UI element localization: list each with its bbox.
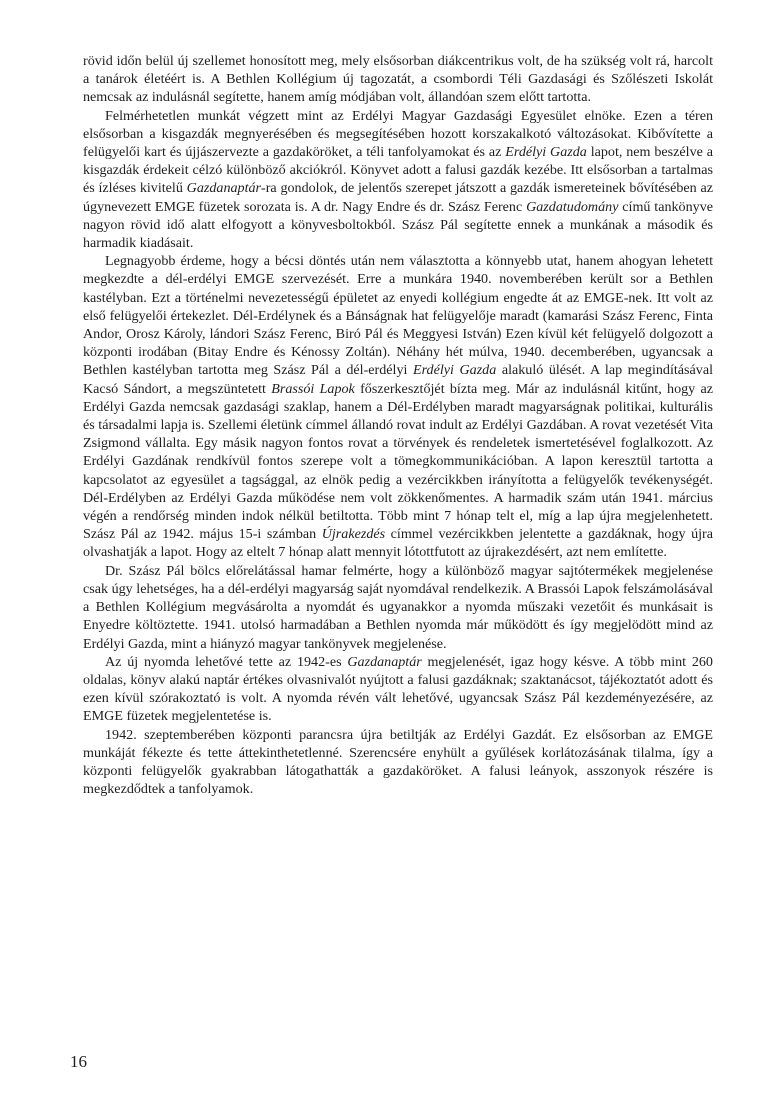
text-run: alakuló ülését. A lap megindításával Kacsó Sándort, a megszüntetett (83, 362, 713, 397)
italic-title: Brassói Lapok (271, 380, 355, 397)
paragraph (83, 252, 713, 561)
text-run: rövid időn belül új szellemet honosított meg, mely elsősorban diákcentrikus volt, de ha szükség volt rá, harcolt a tanárok életéért is. A Bethlen Kollégium új tagozatát, a csombordi Téli Gazdasági és Szőlészeti Iskolát nemcsak az indulásnál segítette, hanem amíg módjában volt, állandóan szem előtt tartotta. (83, 53, 713, 106)
italic-title: Erdélyi Gazda (505, 144, 587, 161)
page-body (83, 52, 713, 798)
paragraph (83, 726, 713, 799)
text-run: -ra gondolok, de jelentős szerepet játszott a gazdák ismereteinek bővítésében az úgynevezett EMGE füzetek sorozata is. A dr. Nagy Endre és dr. Szász Ferenc (83, 180, 713, 215)
paragraph (83, 52, 713, 107)
text-run: Az új nyomda lehetővé tette az 1942-es (105, 653, 348, 670)
text-run: Legnagyobb érdeme, hogy a bécsi döntés után nem választotta a könnyebb utat, hanem ahogyan lehetett megkezdte a dél-erdélyi EMGE szervezését. Erre a munkára 1940. novemberében került sor a Bethlen kastélyban. Ezt a történelmi nevezetességű épületet az enyedi kollégium engedte át az EMGE-nek. Itt volt az első felügyelői értekezlet. Dél-Erdélynek és a Bánságnak hat felügyelője maradt (kamarási Szász Ferenc, Finta Andor, Orosz Károly, lándori Szász Ferenc, Biró Pál és Meggyesi István) Ezen kívül két felügyelő dolgozott a központi irodában (Bitay Endre és Kénossy Zoltán). Néhány hét múlva, 1940. decemberében, ugyancsak a Bethlen kastélyban tartotta meg Szász Pál a dél-erdélyi (83, 253, 713, 379)
text-run: 1942. szeptemberében központi parancsra újra betiltják az Erdélyi Gazdát. Ez elsősorban az EMGE munkáját fékezte és tette áttekinthetetlenné. Szerencsére enyhült a gyűlések korlátozásának tilalma, így a központi felügyelők gyakrabban látogathatták a gazdaköröket. A falusi leányok, asszonyok részére is megkezdődtek a tanfolyamok. (83, 726, 713, 798)
text-run: Felmérhetetlen munkát végzett mint az Erdélyi Magyar Gazdasági Egyesület elnöke. Ezen a téren elsősorban a kisgazdák megnyerésében és megsegítésében hozott korszakalkotó változásokat. Kibővítette a felügyelői kart és újjászervezte a gazdaköröket, a téli tanfolyamokat és az (83, 107, 713, 161)
text-run: című tankönyve nagyon rövid idő alatt elfogyott a könyvesboltokból. Szász Pál segítette ennek a munkának a második és harmadik kiadásait. (83, 198, 713, 252)
paragraph (83, 562, 713, 653)
page-number: 16 (70, 1052, 87, 1071)
italic-title: Újrakezdés (321, 526, 386, 543)
text-run: címmel vezércikkben jelentette a gazdáknak, hogy újra olvashatják a lapot. Hogy az eltelt 7 hónap alatt mennyit lótottfutott az újrakezdésért, azt nem említette. (83, 526, 713, 561)
italic-title: Gazdanaptár (186, 180, 262, 197)
text-run: lapot, nem beszélve a kisgazdák érdekeit célzó különböző akciókról. Könyvet adott a falusi gazdák kezébe. Itt elsősorban a tartalmas és ízléses kivitelű (83, 144, 713, 197)
italic-title: Gazdanaptár (347, 653, 422, 670)
text-run: megjelenését, igaz hogy késve. A több mint 260 oldalas, könyv alakú naptár értékes olvasnivalót nyújtott a falusi gazdáknak; szaktanácsot, tájékoztatót adott és ezen kívül szórakoztató is volt. A nyomda révén vált lehetővé, ugyancsak Szász Pál kezdeményezésére, az EMGE füzetek megjelentetése is. (83, 653, 713, 725)
paragraph (83, 653, 713, 726)
text-run: Dr. Szász Pál bölcs előrelátással hamar felmérte, hogy a különböző magyar sajtótermékek megjelenése csak úgy lehetséges, ha a dél-erdélyi magyarság saját nyomdával rendelkezik. A Brassói Lapok felszámolásával a Bethlen Kollégium megvásárolta a nyomdát és ugyanakkor a nyomda műszaki vezetőit és munkásait is Enyedre költöztette. 1941. utolsó harmadában a Bethlen nyomda már működött és így megjelödött mind az Erdélyi Gazda, mint a hiányzó magyar tankönyvek megjelenése. (83, 562, 713, 652)
text-run: főszerkesztőjét bízta meg. Már az indulásnál kitűnt, hogy az Erdélyi Gazda nemcsak gazdasági szaklap, hanem a Dél-Erdélyben maradt magyarságnak politikai, kulturális és társadalmi lapja is. Szellemi életünk címmel állandó rovat indult az Erdélyi Gazdában. A rovat vezetését Vita Zsigmond vállalta. Egy másik nagyon fontos rovat a törvények és rendeletek ismertetésével foglalkozott. Az Erdélyi Gazdának rendkívül fontos szerepe volt a tömegkommunikációban. A lapon keresztül tartotta a kapcsolatot az egyesület a tagsággal, az elnök pedig a vezércikkben irányította a felügyelők tevékenységét. Dél-Erdélyben az Erdélyi Gazda működése nem volt zökkenőmentes. A harmadik szám után 1941. március végén a rendőrség minden indok nélkül betiltotta. Több mint 7 hónap telt el, míg a lap újra megjelenhetett. Szász Pál az 1942. május 15-i számban (83, 380, 713, 543)
italic-title: Erdélyi Gazda (412, 362, 497, 379)
paragraph (83, 107, 713, 253)
italic-title: Gazdatudomány (526, 198, 619, 215)
